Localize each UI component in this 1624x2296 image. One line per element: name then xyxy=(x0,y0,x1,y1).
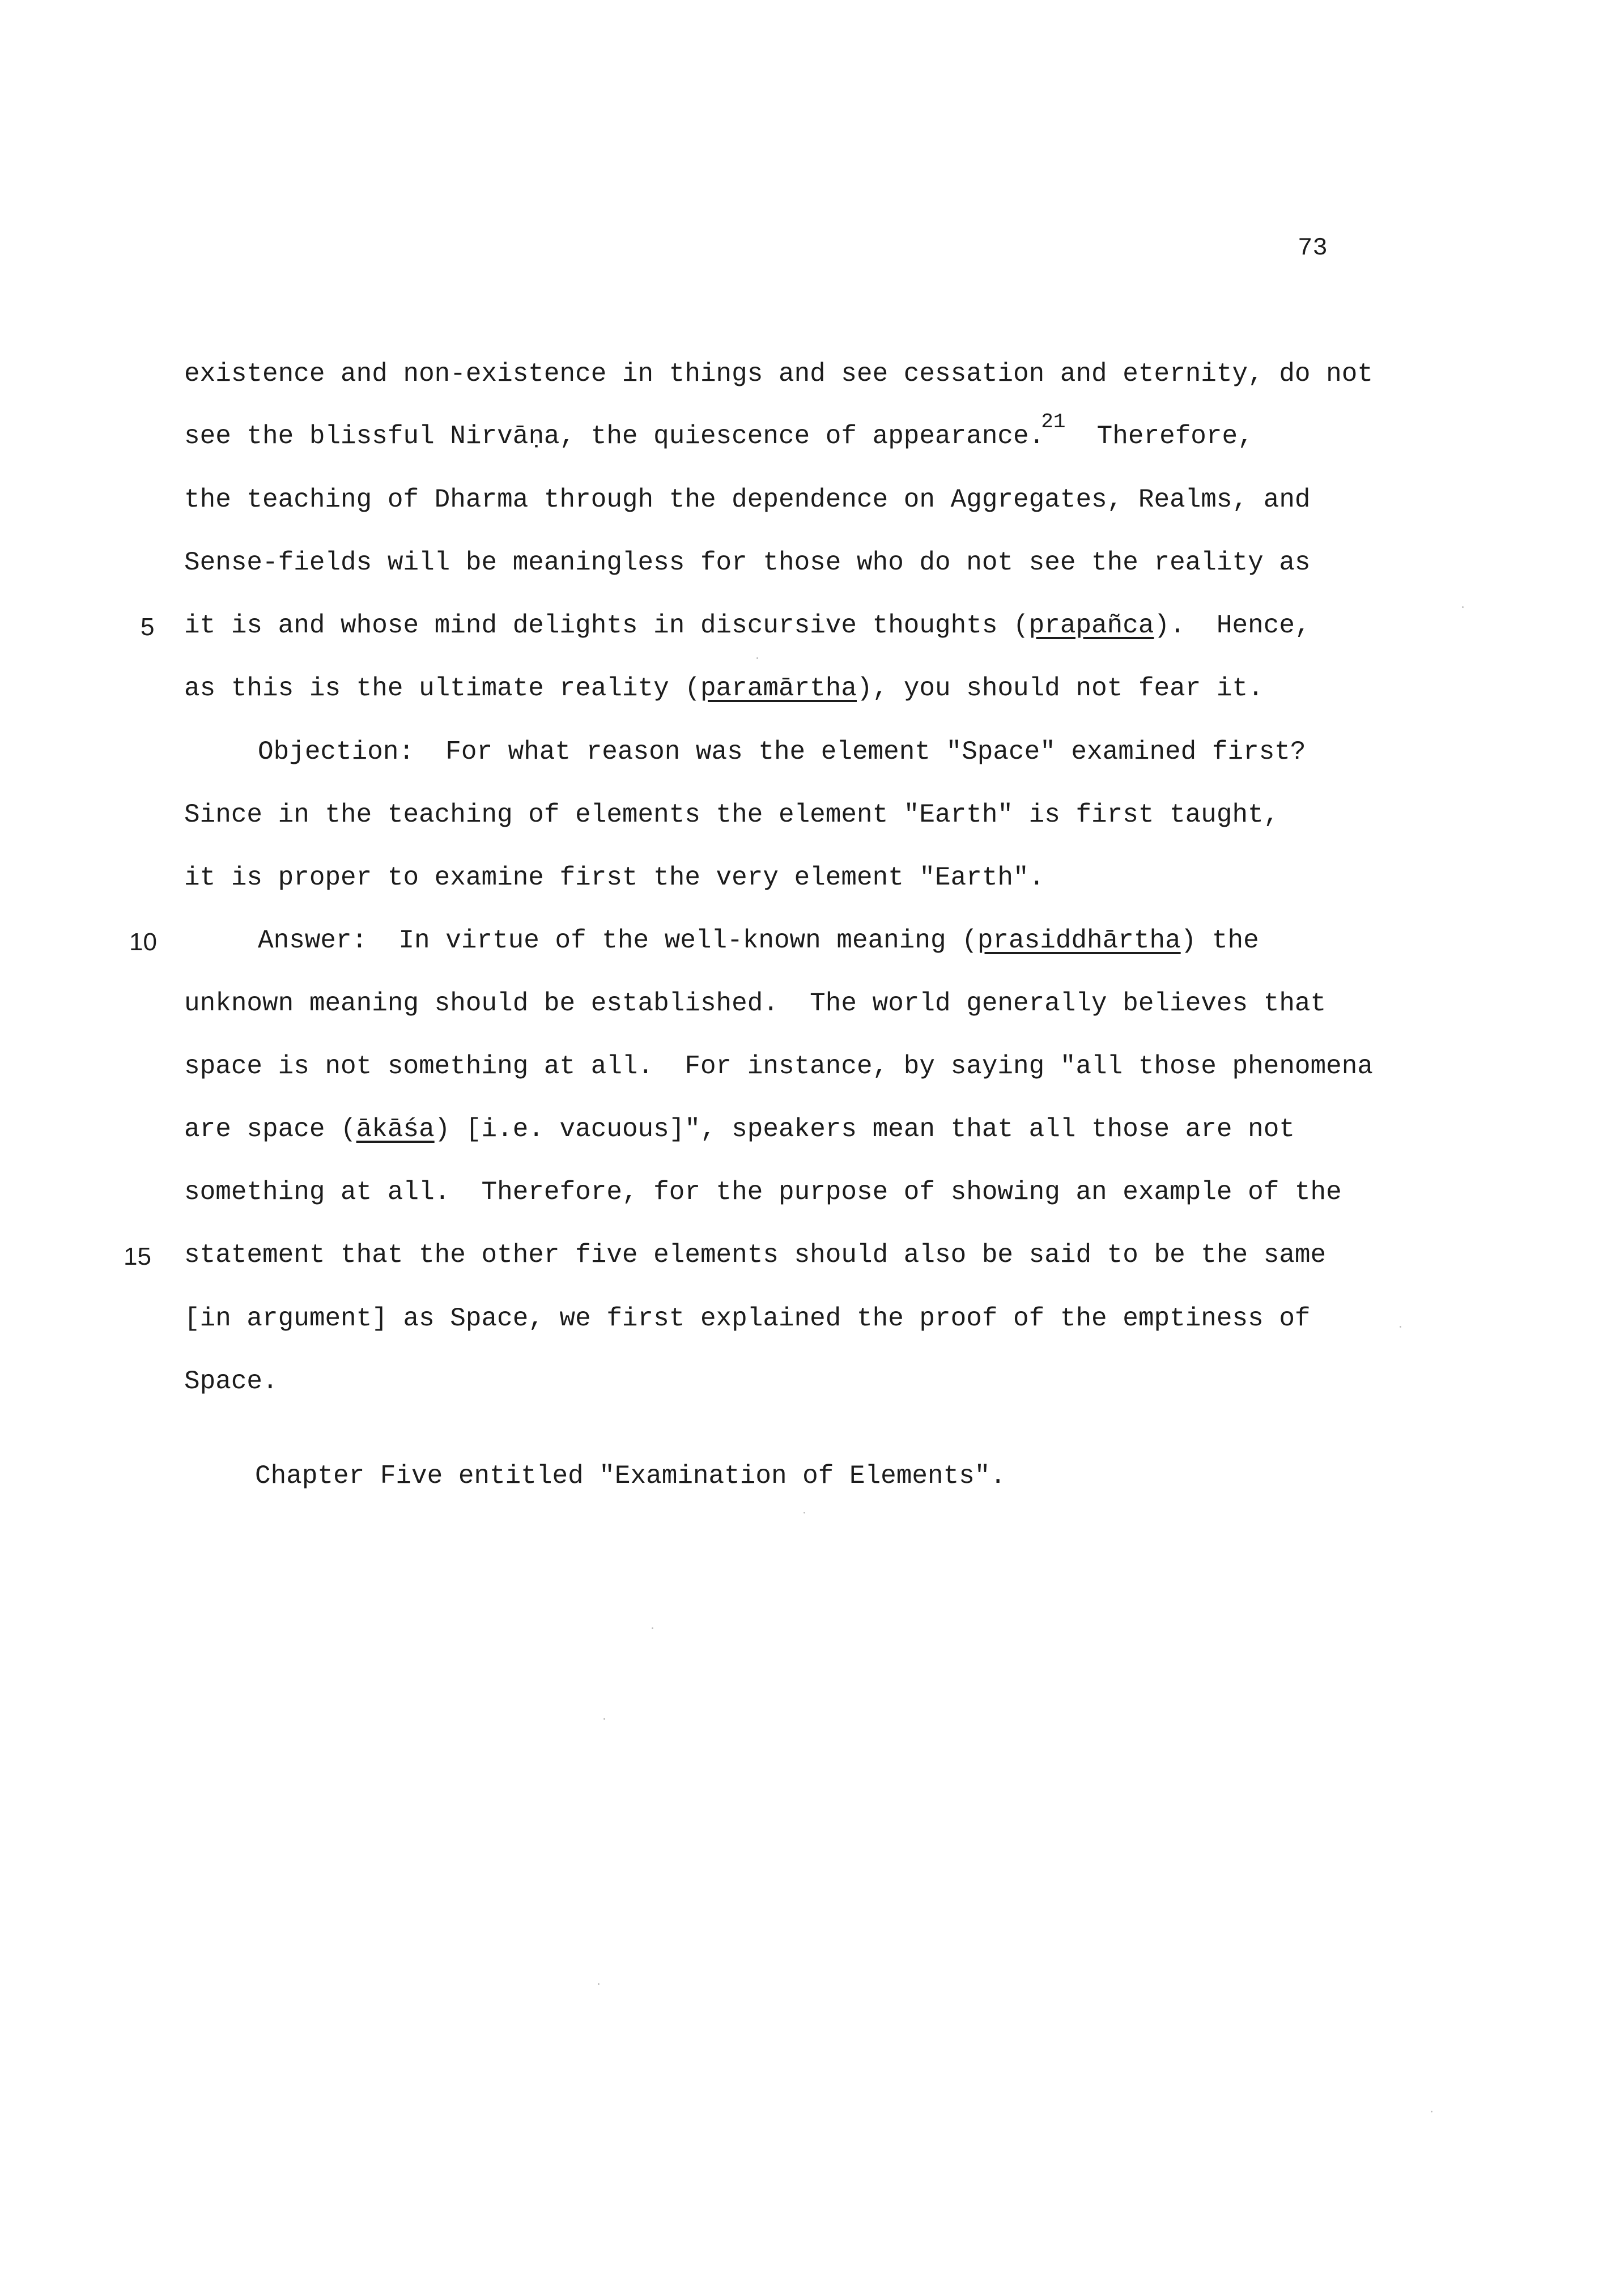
text-line-9: it is proper to examine first the very element "Earth". xyxy=(184,863,1045,892)
text-line-14: something at all. Therefore, for the purpose of showing an example of the xyxy=(184,1177,1342,1207)
page-number: 73 xyxy=(1298,234,1328,262)
sanskrit-term: paramārtha xyxy=(700,674,857,703)
text-segment: are space ( xyxy=(184,1115,356,1144)
text-line-12: space is not something at all. For instance, by saying "all those phenomena xyxy=(184,1052,1373,1081)
text-line-6 xyxy=(184,671,1264,705)
scan-speck xyxy=(1462,606,1464,608)
text-line-17: Space. xyxy=(184,1367,278,1396)
text-segment: ), you should not fear it. xyxy=(857,674,1264,703)
text-line-13 xyxy=(184,1112,1295,1146)
text-line-7: Objection: For what reason was the element "Space" examined first? xyxy=(258,737,1306,767)
text-line-4: Sense-fields will be meaningless for those who do not see the reality as xyxy=(184,548,1311,577)
footnote-marker: 21 xyxy=(1041,410,1066,433)
text-segment: ). Hence, xyxy=(1154,611,1311,640)
text-line-15: statement that the other five elements should also be said to be the same xyxy=(184,1240,1327,1270)
text-segment: Therefore, xyxy=(1065,422,1253,451)
text-segment: ) the xyxy=(1180,926,1259,955)
text-line-8: Since in the teaching of elements the element "Earth" is first taught, xyxy=(184,800,1279,830)
line-number-5: 5 xyxy=(141,613,155,641)
sanskrit-term: ākāśa xyxy=(356,1115,435,1144)
sanskrit-term: prasiddhārtha xyxy=(977,926,1181,955)
text-segment: Answer: In virtue of the well-known meaning ( xyxy=(258,926,977,955)
text-segment: ) [i.e. vacuous]", speakers mean that all those are not xyxy=(434,1115,1295,1144)
text-segment: it is and whose mind delights in discursive thoughts ( xyxy=(184,611,1029,640)
line-number-15: 15 xyxy=(124,1243,151,1270)
scan-speck xyxy=(652,1627,653,1629)
line-number-10: 10 xyxy=(129,928,157,956)
text-line-5 xyxy=(184,609,1311,643)
text-line-1: existence and non-existence in things and see cessation and eternity, do not xyxy=(184,359,1373,389)
scan-speck xyxy=(598,1983,600,1985)
text-line-11: unknown meaning should be established. The world generally believes that xyxy=(184,989,1327,1018)
sanskrit-term: prapañca xyxy=(1028,611,1154,640)
scan-speck xyxy=(804,1512,805,1513)
text-line-3: the teaching of Dharma through the dependence on Aggregates, Realms, and xyxy=(184,485,1311,515)
text-segment: see the blissful Nirvāṇa, the quiescence of appearance. xyxy=(184,422,1045,451)
chapter-closing-line: Chapter Five entitled "Examination of Elements". xyxy=(255,1461,1006,1491)
text-line-2 xyxy=(184,410,1253,455)
scan-speck xyxy=(1431,2111,1432,2112)
text-line-16: [in argument] as Space, we first explained the proof of the emptiness of xyxy=(184,1304,1311,1333)
scan-speck xyxy=(756,657,758,659)
text-segment: as this is the ultimate reality ( xyxy=(184,674,700,703)
scan-speck xyxy=(603,1718,605,1720)
text-line-10 xyxy=(258,924,1259,958)
scan-speck xyxy=(1400,1326,1401,1328)
